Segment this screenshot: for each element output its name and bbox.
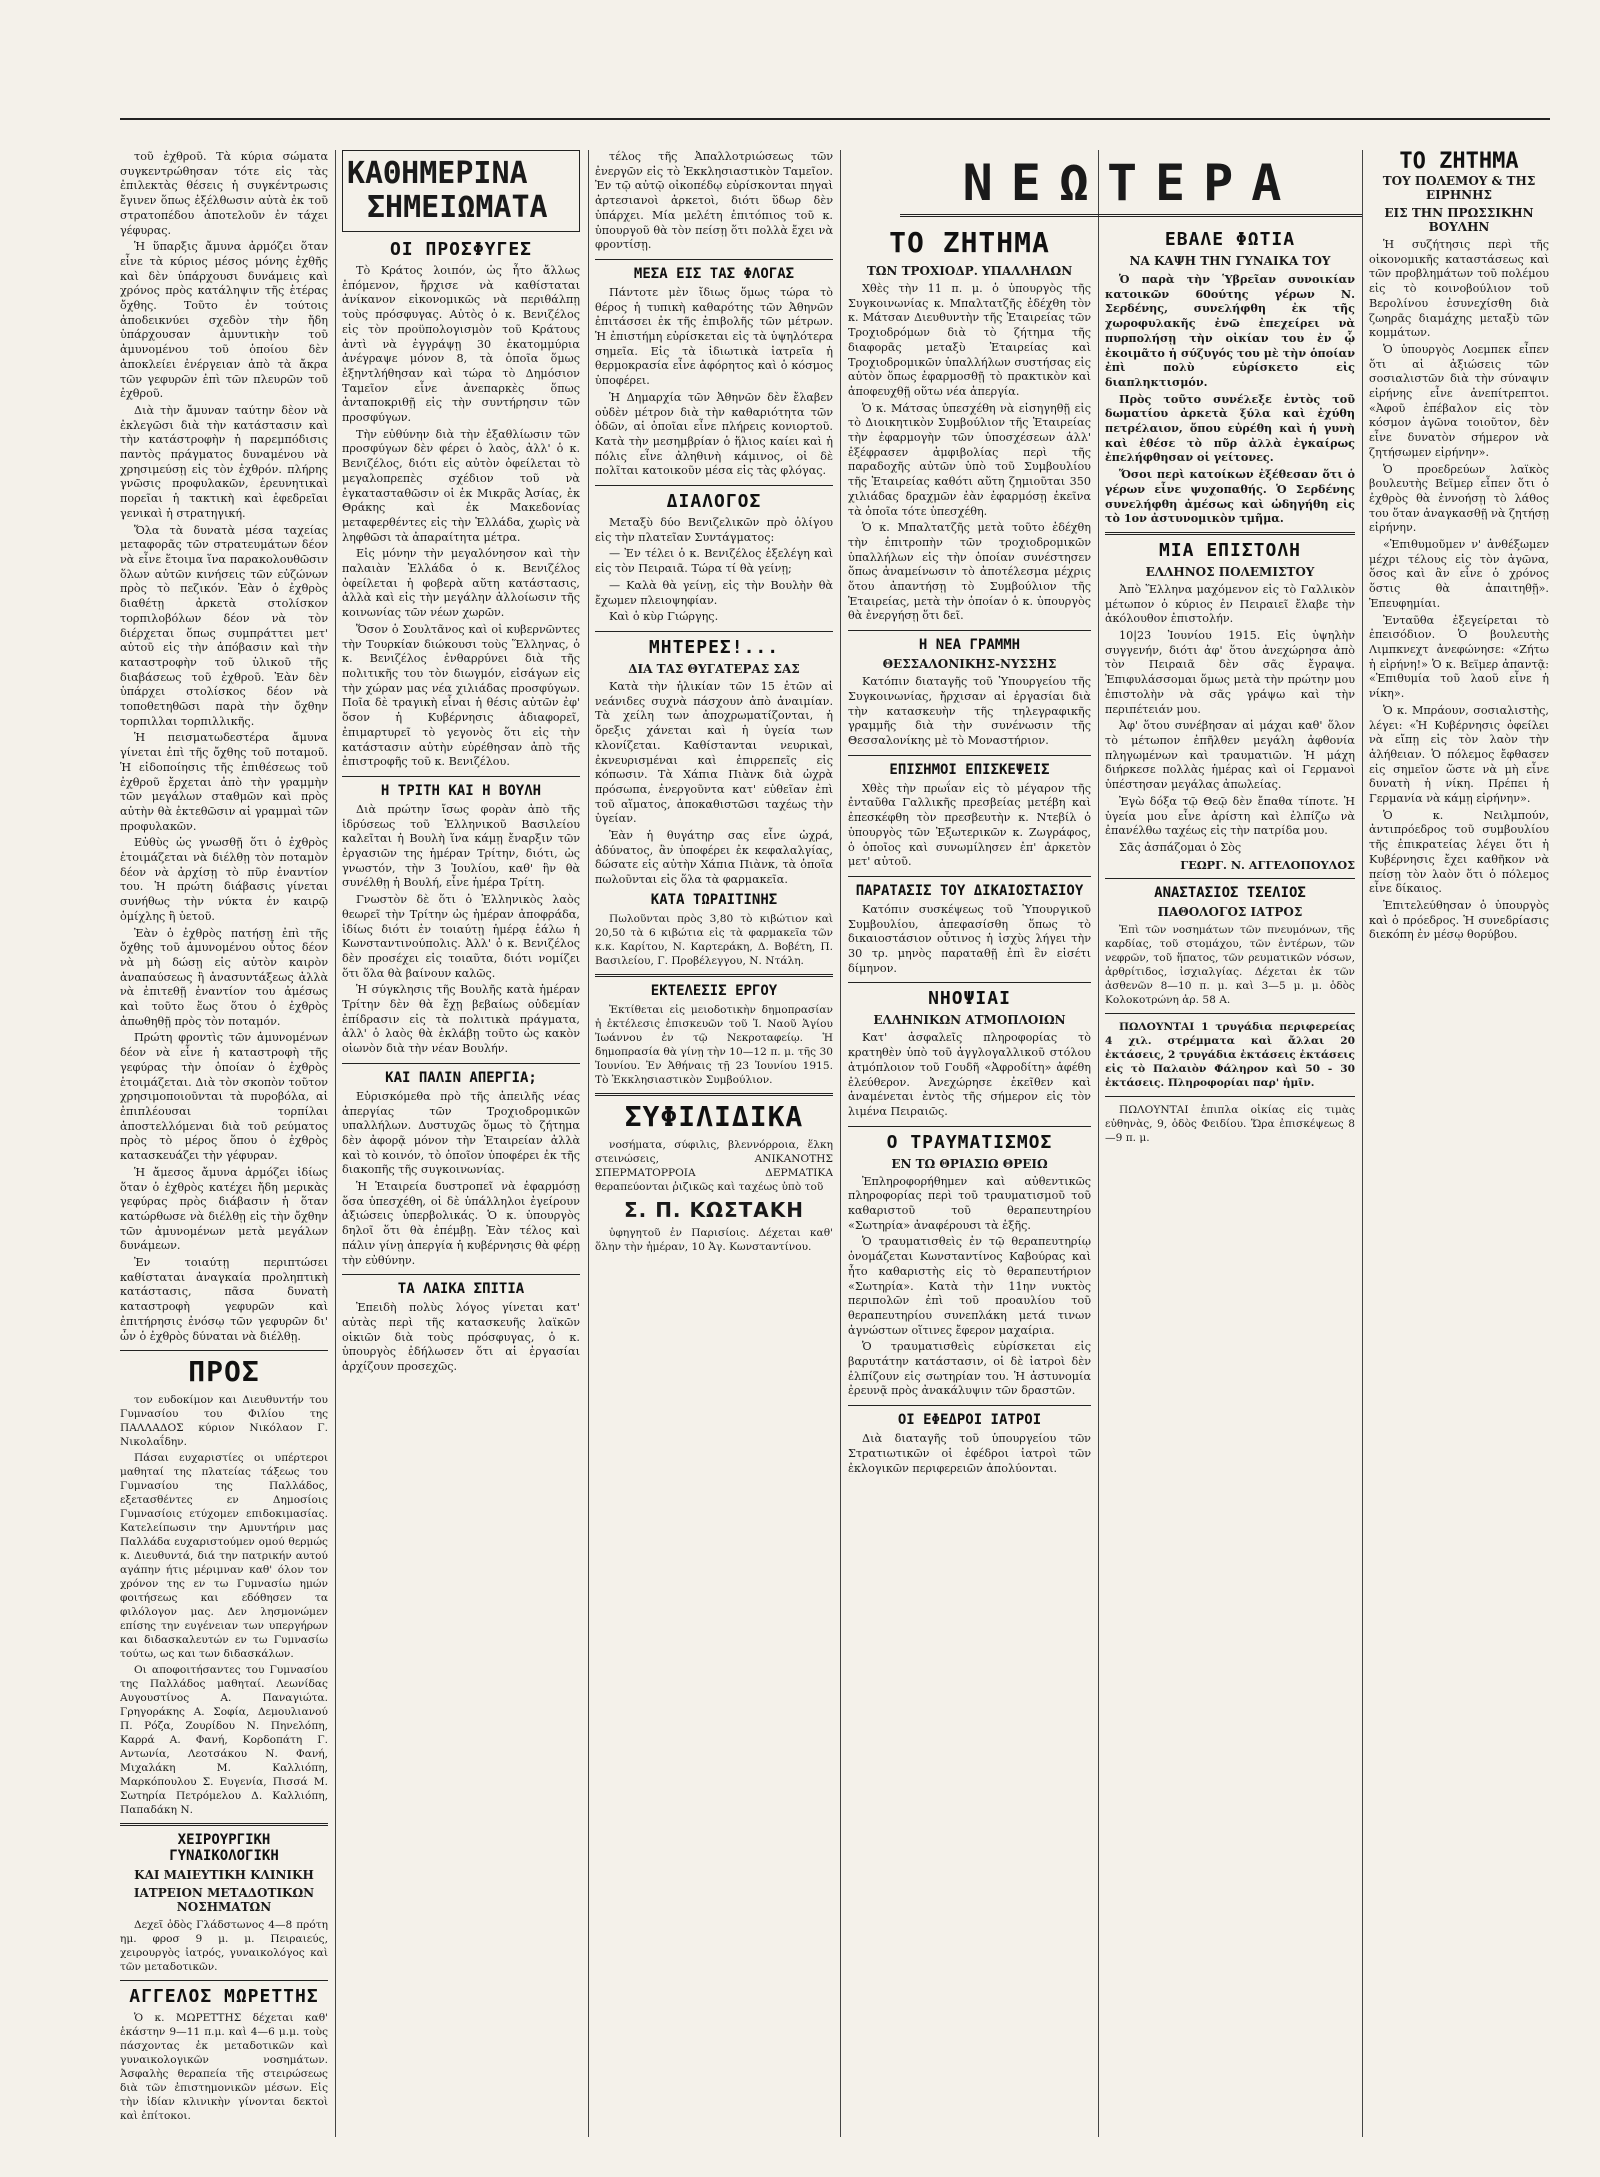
article-paragraph: Καὶ ὁ κὺρ Γιώργης.	[609, 610, 719, 624]
article-paragraph: Πάντοτε μὲν ἴδιως ὅμως τώρα τὸ θέρος ἡ τυπικὴ καθαρότης τῶν Ἀθηνῶν ἐπιτάσσει ἐκ τῆς ἐπιβολῆς τῶν μέτρων. Ἡ ἐπιστήμη εὑρίσκεται εἰς τὰ ὑψηλότερα σημεῖα. Εἰς τὰ ἰδιωτικὰ ἰατρεῖα ἡ θερμοκρασία εἶνε ἀφόρητος καὶ ὁ κόσμος ὑποφέρει.	[595, 285, 833, 388]
article-subheading: ΝΑ ΚΑΨΗ ΤΗΝ ΓΥΝΑΙΚΑ ΤΟΥ	[1129, 254, 1331, 268]
divider	[595, 485, 833, 486]
article-heading: Η ΝΕΑ ΓΡΑΜΜΗ	[918, 637, 1021, 654]
divider	[1105, 532, 1355, 535]
column-rule	[588, 150, 589, 2137]
divider	[120, 1823, 328, 1826]
divider	[595, 259, 833, 260]
article-paragraph: Ἐκτίθεται εἰς μειοδοτικὴν δημοπρασίαν ἡ ἐκτέλεσις ἐπισκευῶν τοῦ Ἱ. Ναοῦ Ἁγίου Ἰωάννου ἐν τῷ Νεκροταφείῳ. Ἡ δημοπρασία θὰ γίνῃ τὴν 10—12 π. μ. τῆς 30 Ἰουνίου. Ἐν Ἀθήναις τῇ 23 Ἰουνίου 1915. Τὸ Ἐκκλησιαστικὸν Συμβούλιον.	[595, 1003, 833, 1086]
article-paragraph: Ὁ κ. Μπαλτατζῆς μετὰ τοῦτο ἐδέχθη τὴν ἐπιτροπὴν τῶν τροχιοδρομικῶν ὑπαλλήλων εἰς τὴν ὁποίαν συνέστησεν ὅπως ἀναμείνωσιν τὸ ἀποτέλεσμα μέχρις ὅτου ἀπαντήσῃ τὸ Συμβούλιον τῆς Ἑταιρείας, μετὰ τὴν ὁποίαν ὁ κ. ὑπουργὸς θὰ ἐνεργήσῃ ὅτι δεῖ.	[848, 521, 1091, 623]
ad-text: Δεχεῖ ὁδὸς Γλάδστωνος 4—8 πρότη ημ. φροσ 9 μ. μ. Πειραιεύς, χειρουργὸς ἰατρός, γυναικολόγος καὶ τῶν μεταδοτικῶν.	[120, 1919, 328, 1974]
article-paragraph: Κατόπιν διαταγῆς τοῦ Ὑπουργείου τῆς Συγκοινωνίας, ἤρχισαν αἱ ἐργασίαι διὰ τὴν κατασκευὴν τῆς τηλεγραφικῆς γραμμῆς διὰ τὴν συνένωσιν τῆς Θεσσαλονίκης μὲ τὸ Μοναστήριον.	[848, 675, 1091, 747]
divider	[1105, 1013, 1355, 1014]
ad-text: νοσήματα, σύφιλις, βλεννόρροια, ἕλκη στεινώσεις, ΑΝΙΚΑΝΟΤΗΣ ΣΠΕΡΜΑΤΟΡΡΟΙΑ ΔΕΡΜΑΤΙΚΑ θεραπεύονται ῥιζικῶς καὶ ταχέως ὑπὸ τοῦ	[595, 1138, 833, 1193]
ad-subtitle: ΙΑΤΡΕΙΟΝ ΜΕΤΑΔΟΤΙΚΩΝ ΝΟΣΗΜΑΤΩΝ	[133, 1886, 315, 1915]
article-subheading: ΤΩΝ ΤΡΟΧΙΟΔΡ. ΥΠΑΛΛΗΛΩΝ	[866, 264, 1073, 278]
article-paragraph: Ὁ κ. Μάτσας ὑπεσχέθη νὰ εἰσηγηθῇ εἰς τὸ Διοικητικὸν Συμβούλιον τῆς Ἑταιρείας τὴν ἐφαρμογὴν τῶν ὑποσχέσεων ἀλλ' ἐξέφρασεν ἀμφιβολίας περὶ τῆς παραδοχῆς αὐτῶν ὑπὸ τοῦ Συμβουλίου τῆς Ἑταιρείας καθότι αὕτη ζημιοῦται 350 χιλιάδας δραχμῶν ἐὰν ἐφαρμόσῃ ἐκεῖνα τὰ ὁποῖα τότε ὑπεσχέθη.	[848, 401, 1091, 518]
article-paragraph: Ἐν τοιαύτῃ περιπτώσει καθίσταται ἀναγκαία προληπτικὴ κατάστασις, πᾶσα δυνατὴ καταστροφὴ γεφυρῶν καὶ ἐπιτήρησις ἐνόσῳ τῶν γεφυρῶν δι' ὧν ὁ ἐχθρὸς δύναται νὰ διέλθῃ.	[120, 1256, 328, 1343]
ad-text: ὑφηγητοῦ ἐν Παρισίοις. Δέχεται καθ' ὅλην τὴν ἡμέραν, 10 Ἀγ. Κωνσταντίνου.	[595, 1226, 833, 1253]
article-paragraph: Ἡ ὕπαρξις ἄμυνα ἀρμόζει ὅταν εἶνε τὰ κύριος μέσος μόνης ἐχθῆς καὶ δὲν ὑπάρχουσι δυνάμεις καὶ χρόνος πρὸς κατάληψιν τῆς ἑτέρας ὄχθης. Τοῦτο ἐν τούτοις ἀποδεικνύει σχεδὸν τὴν ἤδη ὑπάρχουσαν ἀμυντικὴν τοῦ ἀμυνομένου τοῦ ὁποίου δὲν ἀποκλείει ἐνέργειαν ἀπὸ τὰ ἄκρα τῶν γεφυρῶν ἐπὶ τῶν πλευρῶν τοῦ ἐχθροῦ.	[120, 240, 328, 401]
ad-text: Ὁ κ. ΜΩΡΕΤΤΗΣ δέχεται καθ' ἑκάστην 9—11 π.μ. καὶ 4—6 μ.μ. τοὺς πάσχοντας ἐκ μεταδοτικῶν καὶ γυναικολογικῶν νοσημάτων. Ἀσφαλὴς θεραπεία τῆς στειρώσεως διὰ τῶν ἐπιστημονικῶν μέσων. Εἰς τὴν ἰδίαν κλινικὴν γίνονται δεκτοὶ καὶ ἐπίτοκοι.	[120, 2012, 328, 2123]
article-paragraph: Κατόπιν συσκέψεως τοῦ Ὑπουργικοῦ Συμβουλίου, ἀπεφασίσθη ὅπως τὸ δικαιοστάσιον οὗτινος ἡ ἰσχὺς λήγει τὴν 30 τρ. μηνὸς παραταθῇ ἐπὶ ἓν εἰσέτι δίμηνον.	[848, 902, 1091, 975]
article-heading: ΜΗΤΕΡΕΣ!...	[648, 636, 780, 658]
article-subheading: ΔΙΑ ΤΑΣ ΘΥΓΑΤΕΡΑΣ ΣΑΣ	[628, 661, 800, 676]
article-paragraph: Πρώτη φροντὶς τῶν ἀμυνομένων δέον νὰ εἶνε ἡ καταστροφὴ τῆς γεφύρας τὴν ὁποίαν ὁ ἐχθρὸς ἑτοιμάζεται. Διὰ τὸν σκοπὸν τοῦτον χρησιμοποιοῦνται τὰ πυροβόλα, αἱ ἐπιπλέουσαι τορπίλαι ἀποστελλόμεναι διὰ τοῦ ρεύματος πρὸς τὸ μέρος ὅπου ὁ ἐχθρὸς κατασκευάζει τὴν γέφυραν.	[120, 1031, 328, 1163]
article-paragraph: Ἀπὸ Ἕλληνα μαχόμενον εἰς τὸ Γαλλικὸν μέτωπον ὁ κύριος ἐν Πειραιεῖ ἔλαβε τὴν ἀκόλουθον ἐπιστολήν.	[1105, 582, 1355, 626]
article-heading: ΝΗΟΨΙΑΙ	[928, 988, 1011, 1010]
ad-title: ΣΥΦΙΛΙΔΙΚΑ	[624, 1099, 804, 1133]
column-rule	[840, 150, 841, 2137]
article-paragraph: Ἡ Δημαρχία τῶν Ἀθηνῶν δὲν ἔλαβεν οὐδὲν μέτρον διὰ τὴν καθαριότητα τῶν ὁδῶν, αἱ ὁποῖαι εἶνε πλήρεις κονιορτοῦ. Κατὰ τὴν μεσημβρίαν ὁ ἥλιος καίει καὶ ἡ πόλις εἶνε ἀληθινὴ κάμινος, οἱ δὲ πολῖται κατοικοῦν μέσα εἰς τὰς φλόγας.	[595, 390, 833, 478]
article-paragraph: Ἐπληροφορήθημεν καὶ αὐθεντικῶς πληροφορίας περὶ τοῦ τραυματισμοῦ τοῦ καθαριστοῦ τοῦ θεραπευτηρίου «Σωτηρία» ἀναφέρουσι τὰ ἑξῆς.	[848, 1174, 1091, 1232]
article-paragraph: Ἀφ' ὅτου συνέβησαν αἱ μάχαι καθ' ὅλον τὸ μέτωπον ἐπῆλθεν μεγάλη ἀφθονία πληγωμένων καὶ τραυματιῶν. Ἡ μάχη διήρκεσε πολλὰς ἡμέρας καὶ οἱ Γερμανοὶ ὑπέστησαν μεγάλας ἀπωλείας.	[1105, 719, 1355, 792]
section-title-line1: ΚΑΘΗΜΕΡΙΝΑ	[347, 156, 528, 191]
article-paragraph: Ἡ πεισματωδεστέρα ἄμυνα γίνεται ἐπὶ τῆς ὄχθης τοῦ ποταμοῦ. Ἡ εἰδοποίησις τῆς ἐπιθέσεως τοῦ ἐχθροῦ ἔρχεται ἀπὸ τὴν γραμμὴν τῶν μεγάλων σταθμῶν καὶ πρὸς αὐτὴν θὰ ἐκτεθῶσιν αἱ γραμμαὶ τῶν προφυλακῶν.	[120, 731, 328, 833]
article-heading: ΕΠΙΣΗΜΟΙ ΕΠΙΣΚΕΨΕΙΣ	[889, 761, 1050, 778]
article-paragraph: Κατὰ τὴν ἡλικίαν τῶν 15 ἐτῶν αἱ νεάνιδες συχνὰ πάσχουν ἀπὸ ἀναιμίαν. Τὰ χείλη των ἀποχρωματίζονται, ἡ ὄρεξις χάνεται καὶ ἡ ὑγεία των κλονίζεται. Καθίστανται νευρικαὶ, ἐκνευρισμέναι καὶ ἐπιρρεπεῖς εἰς κόπωσιν. Τὰ Χάπια Πιὰνκ διὰ ὠχρὰ πρόσωπα, ἐνεργοῦντα κατ' εὐθεῖαν ἐπὶ τοῦ αἵματος, ἀποκαθιστῶσι ταχέως τὴν ὑγείαν.	[595, 679, 833, 826]
article-subheading: ΕΙΣ ΤΗΝ ΠΡΩΣΣΙΚΗΝ ΒΟΥΛΗΝ	[1384, 206, 1534, 234]
masthead: ΝΕΩΤΕΡΑ	[900, 152, 1362, 217]
divider	[1105, 1096, 1355, 1097]
article-paragraph: Διὰ πρώτην ἴσως φορὰν ἀπὸ τῆς ἱδρύσεως τοῦ Ἑλληνικοῦ Βασιλείου καλεῖται ἡ Βουλὴ ἵνα κάμῃ ἔναρξιν τῶν ἐργασιῶν της ἡμέραν Τρίτην, διότι, ὡς γνωστόν, τὴν 3 Ἰουλίου, καθ' ἣν θὰ συνέλθῃ ἡ Βουλή, εἶνε ἡμέρα Τρίτη.	[342, 802, 580, 890]
section-title-line2: ΣΗΜΕΙΩΜΑΤΑ	[367, 190, 548, 225]
ad-name: ΑΓΓΕΛΟΣ ΜΩΡΕΤΤΗΣ	[129, 1986, 319, 2008]
divider	[342, 776, 580, 777]
article-paragraph: Τὸ Κράτος λοιπόν, ὡς ἦτο ἄλλως ἑπόμενον, ἤρχισε νὰ καθίσταται ἀνίκανον εἰκονομικῶς νὰ περιθάλπῃ τοὺς πρόσφυγας. Αὐτὸς ὁ κ. Βενιζέλος εἰς τὸν προϋπολογισμὸν τοῦ Κράτους ἀντὶ νὰ ἐγγράψῃ 30 ἑκατομμύρια ἀνέγραψε μόνον 8, τὰ ὁποῖα ὅμως ἐξηντλήθησαν καὶ τώρα τὸ Δημόσιον Ταμεῖον εἶνε ἀνεπαρκὲς ὅπως ἀνταποκριθῇ εἰς τὴν συντήρησιν τῶν προσφύγων.	[342, 264, 580, 425]
column-rule	[1362, 150, 1363, 2137]
ad-title: ΧΕΙΡΟΥΡΓΙΚΗ ΓΥΝΑΙΚΟΛΟΓΙΚΗ	[169, 1832, 279, 1865]
article-paragraph: Εὑρισκόμεθα πρὸ τῆς ἀπειλῆς νέας ἀπεργίας τῶν Τροχιοδρομικῶν υπαλλήλων. Δυστυχῶς ὅμως τὸ ζήτημα δὲν ἀφορᾷ μόνον τὴν Ἑταιρείαν ἀλλὰ καὶ τὸ κοινόν, τὸ ὁποῖον ὑποφέρει ἐκ τῆς διακοπῆς τῆς συγκοινωνίας.	[342, 1089, 580, 1177]
column-6	[1369, 150, 1549, 2137]
article-paragraph: Ἡ σύγκλησις τῆς Βουλῆς κατὰ ἡμέραν Τρίτην δὲν θὰ ἔχῃ βεβαίως οὐδεμίαν ἐπίδρασιν εἰς τὰ πολιτικὰ πράγματα, ἀλλ' ὁ λαὸς θὰ ἐκλάβῃ τοῦτο ὡς κακὸν οἰωνὸν διὰ τὴν νέαν Βουλήν.	[342, 983, 580, 1056]
article-heading: Ο ΤΡΑΥΜΑΤΙΣΜΟΣ	[886, 1131, 1053, 1153]
divider	[1105, 878, 1355, 879]
article-heading: ΜΙΑ ΕΠΙΣΤΟΛΗ	[1158, 539, 1302, 561]
article-subheading: ΘΕΣΣΑΛΟΝΙΚΗΣ-ΝΥΣΣΗΣ	[882, 657, 1057, 672]
article-paragraph: τον ευδοκίμον και Διευθυντήν του Γυμνασίου του Φιλίου της ΠΑΛΛΑΔΟΣ κύριον Νικόλαον Γ. Νικολαΐδην.	[120, 1394, 328, 1449]
article-paragraph: «Ἐπιθυμοῦμεν ν' ἀνθέξωμεν μέχρι τέλους εἰς τὸν ἀγῶνα, ὅσος καὶ ἂν εἶνε ὁ χρόνος ὅστις θὰ ἀπαιτηθῇ». Ἐπευφημίαι.	[1369, 538, 1549, 610]
divider	[848, 630, 1091, 631]
article-paragraph: Χθὲς τὴν 11 π. μ. ὁ ὑπουργὸς τῆς Συγκοινωνίας κ. Μπαλτατζῆς ἐδέχθη τὸν κ. Μάτσαν Διευθυντὴν τῆς Ἑταιρείας τῶν Τροχιοδρόμων διὰ τὸ ζήτημα τῆς διαφορᾶς μεταξὺ Ἑταιρείας καὶ Τροχιοδρομικῶν ὑπαλλήλων συστήσας εἰς αὐτὸν ὅπως ἐφαρμοσθῇ τὸ πρακτικὸν καὶ ἀποφευχθῇ οὕτω νέα ἀπεργία.	[848, 282, 1091, 398]
divider	[120, 1980, 328, 1981]
divider	[848, 876, 1091, 877]
column-5	[1105, 150, 1355, 2137]
article-paragraph: Ἐγὼ δόξα τῷ Θεῷ δὲν ἔπαθα τίποτε. Ἡ ὑγεία μου εἶνε ἀρίστη καὶ ἐλπίζω νὰ ἐπανέλθω ταχέως εἰς τὴν πατρίδα μου.	[1105, 794, 1355, 838]
column-2	[342, 150, 580, 2137]
article-paragraph: Πρὸς τοῦτο συνέλεξε ἐντὸς τοῦ δωματίου ἀρκετὰ ξύλα καὶ ἐχύθη πετρέλαιον, ὅπου εὑρέθη καὶ ἡ γυνὴ καὶ ἐθέσε τὸ πῦρ ἀλλὰ ἐγκαίρως ἐπελήφθησαν οἱ γείτονες.	[1105, 391, 1355, 465]
article-paragraph: Ἐὰν ἡ θυγάτηρ σας εἶνε ὠχρά, ἀδύνατος, ἂν ὑποφέρει ἐκ κεφαλαλγίας, δώσατε εἰς αὐτὴν Χάπια Πιὰνκ, τὰ ὁποῖα πωλοῦνται εἰς ὅλα τὰ φαρμακεῖα.	[595, 829, 833, 887]
article-paragraph: Ὅλα τὰ δυνατὰ μέσα ταχείας μεταφορᾶς τῶν στρατευμάτων δέον νὰ εἶνε ἕτοιμα ἵνα παρακολουθῶσιν ὅλων αὐτῶν κινήσεις τῶν εὐζώνων πρὸς τὸ πεζικόν. Ἐὰν ὁ ἐχθρὸς διαθέτῃ ἀρκετὰ στολίσκον τορπιλοβόλων δέον νὰ τὸν διέρχεται ὅπως συμπράττει μετ' αὐτοῦ εἰς τὴν ἀπόβασιν καὶ τὴν καταστροφὴν τοῦ ὑλικοῦ τῆς διαβάσεως τοῦ ἐχθροῦ. Ἐὰν δὲν ὑπάρχει στολίσκος δέον νὰ τοποθετηθῶσι παρὰ τὴν ὄχθην τορπιλλαι τορπιλλικῆς.	[120, 523, 328, 728]
article-heading: ΤΟ ΖΗΤΗΜΑ	[1399, 150, 1519, 174]
article-paragraph: Διὰ τὴν ἄμυναν ταύτην δὲον νὰ ἐκλεγῶσι διὰ τὴν κατάστασιν καὶ τὴν κατάστροφὴν ἡ παρεμπόδισις παντὸς πράγματος δυναμένου νὰ χρησιμεύσῃ εἰς τὸν ἐχθρόν. πλήρης γνῶσις προφυλακῶν, ἐρευνητικαὶ πορεῖαι ἡ τακτικὴ καὶ ἐφεδρεῖαι γενικαὶ ἡ στρατηγική.	[120, 403, 328, 520]
article-paragraph: — Καλὰ θὰ γείνῃ, εἰς τὴν Βουλὴν θὰ ἔχωμεν πλειοψηφίαν.	[595, 578, 833, 607]
article-paragraph: Ὁ τραυματισθεὶς εὑρίσκεται εἰς βαρυτάτην κατάστασιν, οἱ δὲ ἰατροὶ δὲν ἐλπίζουν εἰς σωτηρίαν του. Ἡ ἀστυνομία ἐρευνᾷ πρὸς ἀνακάλυψιν τῶν δραστῶν.	[848, 1340, 1091, 1398]
divider	[848, 982, 1091, 983]
article-paragraph: Πάσαι ευχαριστίες οι υπέρτεροι μαθηταί της πλατείας τάξεως του Γυμνασίου της Παλλάδος, εξετασθέντες εν Δημοσίοις Γυμνασίοις ετύχομεν επιδοκιμασίας. Κατελείπωσιν την Αμυντήριν μας Παλλάδα ευχαριστούμεν ομού θερμώς κ. Διευθυντά, διά την πατρικήν αυτού αγάπην ήτις μέριμναν καθ' όλον τον χρόνον της εν τω Γυμνασίω ημών φοιτήσεως και εδόθησεν τα φιλόλογον μας. Δεν λησμονώμεν επίσης την ευγένειαν των υπεργήρων και διδασκαλευτών εν τω Γυμνασίω τούτω, ως και των διδασκάλων.	[120, 1452, 328, 1661]
article-paragraph: Γνωστὸν δὲ ὅτι ὁ Ἑλληνικὸς λαὸς θεωρεῖ τὴν Τρίτην ὡς ἡμέραν ἀποφράδα, ἰδίως διότι ἐν τοιαύτῃ ἡμέρᾳ ἑάλω ἡ Κωνσταντινούπολις. Ἀλλ' ὁ κ. Βενιζέλος δὲν προσέχει εἰς τοιαῦτα, διότι νομίζει ὅτι ὅλα θὰ βαίνουν καλῶς.	[342, 893, 580, 980]
masthead-spacer	[1105, 150, 1355, 224]
ad-name: ΑΝΑΣΤΑΣΙΟΣ ΤΣΕΛΙΟΣ	[1154, 885, 1306, 902]
article-paragraph: Ἡ Ἑταιρεία δυστροπεῖ νὰ ἐφαρμόσῃ ὅσα ὑπεσχέθη, οἱ δὲ ὑπάλληλοι ἐγείρουν ἀξιώσεις ὑπερβολικάς. Ὁ κ. ὑπουργὸς δηλοῖ ὅτι θὰ ἐπέμβῃ. Ἐὰν τέλος καὶ πάλιν γίνῃ ἀπεργία ἡ κυβέρνησις θὰ φέρῃ τὴν εὐθύνην.	[342, 1180, 580, 1267]
article-paragraph: Διὰ διαταγῆς τοῦ ὑπουργείου τῶν Στρατιωτικῶν οἱ ἐφέδροι ἰατροὶ τῶν ἐκλογικῶν περιφερειῶν ἀπολύονται.	[848, 1432, 1091, 1475]
ad-subtitle: ΚΑΙ ΜΑΙΕΥΤΙΚΗ ΚΛΙΝΙΚΗ	[134, 1868, 314, 1883]
article-paragraph: Σᾶς ἀσπάζομαι ὁ Σὸς	[1119, 840, 1242, 854]
article-paragraph: τοῦ ἐχθροῦ. Τὰ κύρια σώματα συγκεντρώθησαν τότε εἰς τὰς ἐπιλεκτὰς θέσεις ἡ συγκέντρωσις ἔγινεν ὅπως ἐξέλθωσιν αὐτὰ ἐκ τοῦ στρατοπέδου ἀποτελοῦν ἐν τάχει γέφυρας.	[120, 150, 328, 237]
article-heading: ΤΟ ΖΗΤΗΜΑ	[889, 226, 1050, 259]
article-paragraph: 10|23 Ἰουνίου 1915. Εἰς ὑψηλὴν συγγενήν, διότι ἀφ' ὅτου ἀνεχώρησα ἀπὸ τὸν Πειραιᾶ δὲν σᾶς ἔγραψα. Ἐπιφυλάσσομαι ὅμως μετὰ τὴν πρώτην μου ἐπιστολὴν νὰ σᾶς γράψω καὶ τὴν περιπέτειάν μου.	[1105, 629, 1355, 716]
column-rule	[1098, 150, 1099, 2137]
article-paragraph: Ὁ παρὰ τὴν Ὑβρεῖαν συνοικίαν κατοικῶν 60ούτης γέρων Ν. Σερδένης, συνελήφθη ἐκ τῆς χωροφυλακῆς ἐνῶ ἐπεχείρει νὰ πυρπολήσῃ τὴν οἰκίαν του ἐν ᾧ ἐκοιμᾶτο ἡ σύζυγός του μὲ τὴν ὁποίαν ἐπὶ πολὺ εὑρίσκετο εἰς διαπληκτισμόν.	[1105, 272, 1355, 389]
divider	[342, 1063, 580, 1064]
article-heading: ΔΙΑΛΟΓΟΣ	[666, 491, 762, 513]
article-heading: ΤΑ ΛΑΙΚΑ ΣΠΙΤΙΑ	[397, 1281, 525, 1298]
article-paragraph: Ἡ ἄμεσος ἄμυνα ἀρμόζει ἰδίως ὅταν ὁ ἐχθρὸς κατέχει ἤδη μερικὰς γεφύρας πρὸς διάβασιν ἡ ὅταν κατώρθωσε νὰ διέλθῃ εἰς τὴν ὄχθην τῶν ἀμυνομένων μετὰ μεγάλων δυνάμεων.	[120, 1165, 328, 1253]
article-subheading: ΕΝ ΤΩ ΘΡΙΑΣΙΩ ΘΡΕΙΩ	[891, 1156, 1048, 1171]
article-paragraph: Ὁ ὑπουργὸς Λοεμπεκ εἶπεν ὅτι αἱ ἀξιώσεις τῶν σοσιαλιστῶν διὰ τὴν σύναψιν εἰρήνης εἶνε ἀνεπίτρεπτοι. «Ἀφοῦ ἐπέβαλον εἰς τὸν κόσμον ἀγῶνα τοιοῦτον, δὲν εἶνε δυνατὸν σήμερον νὰ ζητήσωμεν εἰρήνην».	[1369, 342, 1549, 459]
ad-text: Ἐπὶ τῶν νοσημάτων τῶν πνευμόνων, τῆς καρδίας, τοῦ στομάχου, τῶν ἐντέρων, τῶν νεφρῶν, τοῦ ἥπατος, τῶν ρευματικῶν νόσων, ἀρθρίτιδος, ἰσχιαλγίας. Δέχεται ἐκ τῶν ἀσθενῶν 8—10 π. μ. καὶ 3—5 μ. μ. ὁδὸς Κολοκοτρώνη ἀρ. 58 Α.	[1105, 924, 1355, 1007]
article-paragraph: Ὅσοι περὶ κατοίκων ἐξέθεσαν ὅτι ὁ γέρων εἶνε ψυχοπαθής. Ὁ Σερδένης συνελήφθη ἀμέσως καὶ ὡδηγήθη εἰς τὸ 1ον ἀστυνομικὸν τμῆμα.	[1105, 467, 1355, 526]
pros-heading: ΠΡΟΣ	[188, 1355, 260, 1389]
article-subheading: ΕΛΛΗΝΙΚΩΝ ΑΤΜΟΠΛΟΙΩΝ	[873, 1013, 1066, 1028]
classified-ad: ΠΩΛΟΥΝΤΑΙ ἐπιπλα οἰκίας εἰς τιμὰς εὐθηνὰς, 9, ὁδὸς Φειδίου. Ὥρα ἐπισκέψεως 8—9 π. μ.	[1105, 1104, 1355, 1145]
column-3	[595, 150, 833, 2137]
article-paragraph: Ὅσον ὁ Σουλτᾶνος καὶ οἱ κυβερνῶντες τὴν Τουρκίαν διώκουσι τοὺς Ἕλληνας, ὁ κ. Βενιζέλος ἐνθαρρύνει διὰ τῆς πολιτικῆς του τὸν διωγμόν, εἰσάγων εἰς τὴν χώραν μας νέα χιλιάδας προσφύγων. Ποῖα δὲ τραγικὴ εἶναι ἡ θέσις αὐτῶν ἐφ' ὅσον ἡ Κυβέρνησις ἀδιαφορεῖ, ἐπιμαρτυρεῖ τὸ γεγονὸς ὅτι εἰς τὴν κατάστασιν αὐτὴν εὑρέθησαν ἀπὸ τῆς ἐπιστροφῆς τοῦ κ. Βενιζέλου.	[342, 622, 580, 769]
article-paragraph: Χθὲς τὴν πρωΐαν εἰς τὸ μέγαρον τῆς ἐνταῦθα Γαλλικῆς πρεσβείας μετέβη καὶ ἐπεσκέφθη τὸν πρεσβευτὴν κ. Ντεβίλ ὁ ὑπουργὸς τῶν Ἐξωτερικῶν κ. Ζωγράφος, ὁ ὁποῖος καὶ συνωμίλησεν ἐπ' ἀρκετὸν μετ' αὐτοῦ.	[848, 781, 1091, 869]
divider	[342, 1274, 580, 1275]
divider	[595, 631, 833, 632]
article-paragraph: Κατ' ἀσφαλεῖς πληροφορίας τὸ κρατηθὲν ὑπὸ τοῦ ἀγγλογαλλικοῦ στόλου ἀτμόπλοιον τοῦ Γουδῆ «Ἀφροδίτη» ἀφέθη ἐλεύθερον. Ἀνεχώρησε ἐκεῖθεν καὶ ἀναμένεται ἐντὸς τῆς σήμερον εἰς τὸν λιμένα Πειραιῶς.	[848, 1031, 1091, 1118]
column-1	[120, 150, 328, 2137]
article-heading: ΕΚΤΕΛΕΣΙΣ ΕΡΓΟΥ	[650, 982, 778, 999]
article-paragraph: Ἐὰν ὁ ἐχθρὸς πατήσῃ ἐπὶ τῆς ὄχθης τοῦ ἀμυνομένου οὗτος δέον νὰ μὴ δώσῃ εἰς αὐτὸν καιρὸν ἀναπαύσεως ἢ ἀνασυντάξεως ἀλλὰ νὰ ἐπιτεθῇ ἐναντίον του ἀμέσως καὶ τοῦτο ἕως ὅτου ὁ ἐχθρὸς ἀπωθηθῇ πρὸς τὸν ποταμόν.	[120, 926, 328, 1028]
article-paragraph: Εἰς μόνην τὴν μεγαλόνησον καὶ τὴν παλαιὰν Ἑλλάδα ὁ κ. Βενιζέλος ὀφείλεται ἡ φοβερὰ αὕτη κατάστασις, ἀλλὰ καὶ εἰς τὴν μεγάλην ἀλλοίωσιν τῆς κοινωνίας τῶν νέων χωρῶν.	[342, 547, 580, 620]
article-paragraph: Ὁ κ. Νειλμπούν, ἀντιπρόεδρος τοῦ συμβουλίου τῆς ἐπικρατείας λέγει ὅτι ἡ Κυβέρνησις ἔχει καθῆκον νὰ πείσῃ τὸν λαὸν ὅτι ὁ πόλεμος εἶνε δίκαιος.	[1369, 808, 1549, 896]
ad-name: Σ. Π. ΚΩΣΤΑΚΗ	[623, 1197, 805, 1222]
article-subheading: ΤΟΥ ΠΟΛΕΜΟΥ & ΤΗΣ ΕΙΡΗΝΗΣ	[1382, 174, 1536, 202]
article-heading: ΚΑΙ ΠΑΛΙΝ ΑΠΕΡΓΙΑ;	[385, 1069, 537, 1086]
article-paragraph: Πωλοῦνται πρὸς 3,80 τὸ κιβώτιον καὶ 20,50 τὰ 6 κιβώτια εἰς τὰ φαρμακεῖα τῶν κ.κ. Καρίτου, Ν. Καρτεράκη, Δ. Βοβέτη, Π. Βασιλείου, Γ. Προβέλεγγου, Ν. Ντάλη.	[595, 912, 833, 967]
top-rule	[120, 118, 1550, 120]
article-paragraph: τέλος τῆς Ἀπαλλοτριώσεως τῶν ἐνεργῶν εἰς τὸ Ἐκκλησιαστικὸν Ταμεῖον. Ἐν τῷ αὐτῷ οἰκοπέδῳ εὑρίσκονται πηγαὶ ἀρτεσιανοὶ ἀρκετοὶ, διότι ὕδωρ δὲν ὑπάρχει. Μία μελέτη ἐπιτόπιος τοῦ κ. ὑπουργοῦ θὰ τὸν πείσῃ ὅτι πολλὰ ἔχει νὰ φροντίσῃ.	[595, 150, 833, 252]
divider	[848, 1405, 1091, 1406]
section-title-box	[342, 150, 580, 232]
classified-ad: ΠΩΛΟΥΝΤΑΙ 1 τρυγάδια περιφερείας 4 χιλ. στρέμματα καὶ ἄλλαι 20 ἐκτάσεις, 2 τρυγάδια ἐκτάσεις ἐκτάσεις εἰς τὸ Παλαιὸν Φάληρον καὶ 50 - 30 ἐκτάσεις. Πληροφορίαι παρ' ἡμῖν.	[1105, 1021, 1355, 1090]
ad-subtitle: ΠΑΘΟΛΟΓΟΣ ΙΑΤΡΟΣ	[1157, 905, 1303, 920]
column-4	[848, 150, 1091, 2137]
article-heading: ΜΕΣΑ ΕΙΣ ΤΑΣ ΦΛΟΓΑΣ	[633, 265, 795, 282]
article-heading: ΟΙ ΠΡΟΣΦΥΓΕΣ	[389, 239, 533, 260]
article-paragraph: Εὐθὺς ὡς γνωσθῇ ὅτι ὁ ἐχθρὸς ἑτοιμάζεται νὰ διέλθῃ τὸν ποταμὸν δέον νὰ ἀρχίσῃ τὸ πῦρ ἐναντίον του. Ἡ πρώτη διάβασις γίνεται συνήθως τὴν νύκτα ἐν καιρῷ ὁμίχλης ἢ ὑετοῦ.	[120, 836, 328, 923]
article-paragraph: Ἡ συζήτησις περὶ τῆς οἰκονομικῆς καταστάσεως καὶ τῶν προβλημάτων τοῦ πολέμου εἰς τὸ κοινοβούλιον τοῦ Βερολίνου ἐσυνεχίσθη διὰ ζωηρᾶς διαμάχης μεταξὺ τῶν κομμάτων.	[1369, 238, 1549, 340]
article-paragraph: Τὴν εὐθύνην διὰ τὴν ἐξαθλίωσιν τῶν προσφύγων δὲν φέρει ὁ λαὸς, ἀλλ' ὁ κ. Βενιζέλος, διότι εἰς αὐτὸν ὀφείλεται τὸ μεγαλοπρεπὲς σχέδιον τοῦ νὰ ἐγκατασταθῶσιν οἱ ἐκ Μικρᾶς Ἀσίας, ἐκ Θράκης καὶ ἐκ Μακεδονίας μεταφερθέντες εἰς τὴν Ἑλλάδα, χωρὶς νὰ ληφθῶσι τὰ ἀπαραίτητα μέτρα.	[342, 427, 580, 544]
column-rule	[335, 150, 336, 2137]
article-heading: ΕΒΑΛΕ ΦΩΤΙΑ	[1164, 229, 1296, 250]
article-paragraph: Ἐπειδὴ πολὺς λόγος γίνεται κατ' αὐτὰς περὶ τῆς κατασκευῆς λαϊκῶν οἰκιῶν διὰ τοὺς πρόσφυγας, ὁ κ. ὑπουργὸς ἐδήλωσεν ὅτι αἱ ἐργασίαι ἀρχίζουν προσεχῶς.	[342, 1301, 580, 1374]
divider	[848, 755, 1091, 756]
article-subheading: ΕΛΛΗΝΟΣ ΠΟΛΕΜΙΣΤΟΥ	[1145, 564, 1315, 579]
article-heading: Η ΤΡΙΤΗ ΚΑΙ Η ΒΟΥΛΗ	[380, 782, 542, 799]
article-heading: ΚΑΤΑ ΤΩΡΑΙΤΙΝΗΣ	[650, 891, 778, 908]
signature: ΓΕΩΡΓ. Ν. ΑΓΓΕΛΟΠΟΥΛΟΣ	[1180, 857, 1355, 872]
article-paragraph: Ἐνταῦθα ἐξεγείρεται τὸ ἐπεισόδιον. Ὁ βουλευτὴς Λιμπκνεχτ ἀνεφώνησε: «Ζήτω ἡ εἰρήνη!» Ὁ κ. Βεϊμερ ἀπαντᾷ: «Ἐπιθυμία τοῦ λαοῦ εἶνε ἡ νίκη».	[1369, 613, 1549, 701]
article-paragraph: Ὁ προεδρεύων λαϊκὸς βουλευτὴς Βεϊμερ εἶπεν ὅτι ὁ ἐχθρὸς θὰ ἐννοήσῃ τὸ λάθος του ὅταν ἀναγκασθῇ νὰ ζητήσῃ εἰρήνην.	[1369, 462, 1549, 535]
article-paragraph: Ὁ τραυματισθεὶς ἐν τῷ θεραπευτηρίῳ ὀνομάζεται Κωνσταντίνος Καβούρας καὶ ἦτο καθαριστὴς εἰς τὸ θεραπευτήριον «Σωτηρία». Κατὰ τὴν 11ην νυκτὸς περιπολῶν ἐπὶ τοῦ προαυλίου τοῦ θεραπευτηρίου συνεπλάκη μετά τινων ἀγνώστων οἵτινες ἔφερον μαχαίρια.	[848, 1235, 1091, 1337]
article-paragraph: Ὁ κ. Μπράουν, σοσιαλιστὴς, λέγει: «Ἡ Κυβέρνησις ὀφείλει νὰ εἴπῃ εἰς τὸν λαὸν τὴν ἀλήθειαν. Ὁ πόλεμος ἔφθασεν εἰς σημεῖον ὥστε νὰ μὴ εἶνε δυνατὴ ἡ νίκη. Πρέπει ἡ Γερμανία νὰ κάμῃ εἰρήνην».	[1369, 703, 1549, 806]
article-paragraph: Μεταξὺ δύο Βενιζελικῶν πρὸ ὀλίγου εἰς τὴν πλατεῖαν Συντάγματος:	[595, 516, 833, 544]
divider	[595, 1093, 833, 1096]
article-paragraph: — Ἐν τέλει ὁ κ. Βενιζέλος ἐξελέγη καὶ εἰς τὸν Πειραιᾶ. Τώρα τί θὰ γείνῃ;	[595, 547, 833, 576]
article-heading: ΠΑΡΑΤΑΣΙΣ ΤΟΥ ΔΙΚΑΙΟΣΤΑΣΙΟΥ	[855, 882, 1084, 899]
article-paragraph: Ἐπιτελεύθησαν ὁ ὑπουργὸς καὶ ὁ πρόεδρος. Ἡ συνεδρίασις διεκόπη ἐν μέσῳ θορύβου.	[1369, 898, 1549, 942]
divider	[848, 1126, 1091, 1127]
divider	[120, 1350, 328, 1351]
article-heading: ΟΙ ΕΦΕΔΡΟΙ ΙΑΤΡΟΙ	[897, 1412, 1042, 1429]
divider	[595, 974, 833, 977]
article-paragraph: Οι αποφοιτήσαντες του Γυμνασίου της Παλλάδος μαθηταί. Λεωνίδας Αυγουστίνος Α. Παναγιώτα. Γρηγοράκης Α. Σοφία, Δεμουλιανού Π. Ρόζα, Ζουρίδου Ν. Πηνελόπη, Καρρά Α. Φανή, Κορδοπάτη Γ. Αντωνία, Λεοτσάκου Ν. Φανή, Μιχαλάκη Μ. Καλλιόπη, Μαρκόπουλου Σ. Ευγενία, Πισσά Μ. Σωτηρία Πετρόμελου Δ. Καλλιόπη, Παπαδάκη Ν.	[120, 1664, 328, 1817]
masthead-spacer	[848, 150, 1091, 224]
